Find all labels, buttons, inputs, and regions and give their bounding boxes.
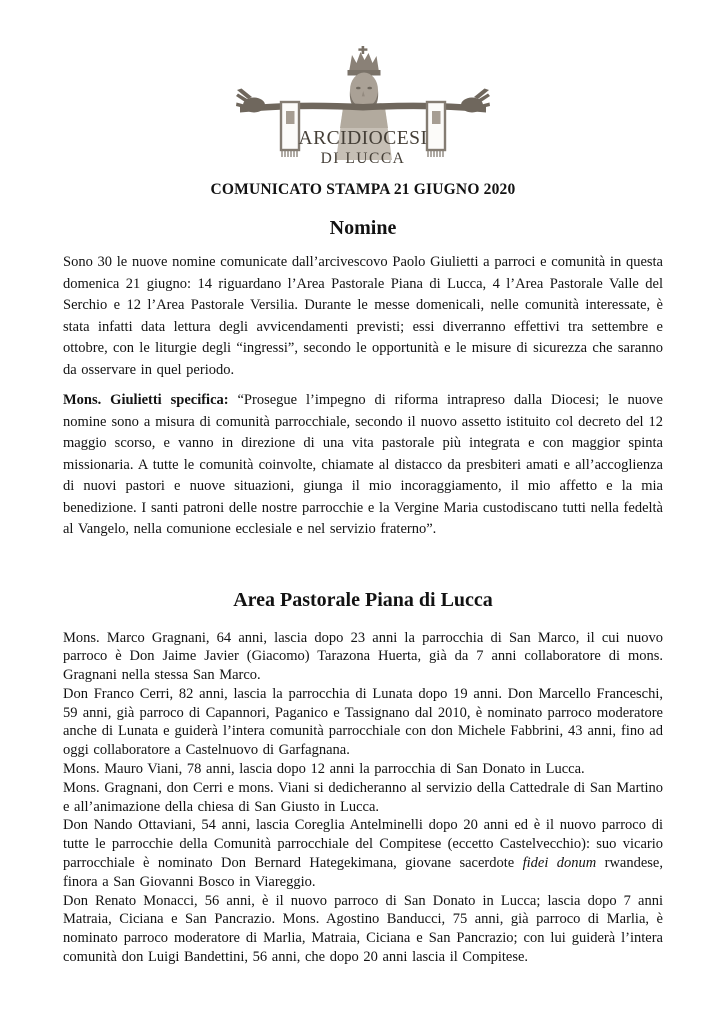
text-run: Don Nando Ottaviani, 54 anni, lascia Coreglia Antelminelli dopo 20 anni ed è il nuovo parroco di tutte le parrocchie della Comunità parrocchiale del Compitese (eccetto Castelvecchio): suo vicario parrocchiale è nominato Don Bernard Hategekimana, giovane sacerdote: [63, 817, 663, 872]
section-paragraphs: [63, 629, 663, 967]
quote-body: “Prosegue l’impegno di riforma intrapreso dalla Diocesi; le nuove nomine sono a misura di comunità parrocchiale, secondo il nuovo assetto istituito col decreto del 12 maggio scorso, e vanno in direzione di una vita pastorale più integrata e con maggior spinta missionaria. A tutte le comunità coinvolte, chiamate al distacco da presbiteri amati e all’accoglienza di nuovi pastori e nuove situazioni, giunga il mio incoraggiamento, il mio affetto e la mia benedizione. I santi patroni delle nostre parrocchie e la Vergine Maria custodiscano tutti nella fedeltà al Vangelo, nella comunione ecclesiale e nel servizio fraterno”.: [63, 392, 663, 537]
text-run: Don Franco Cerri, 82 anni, lascia la parrocchia di Lunata dopo 19 anni. Don Marcello Franceschi, 59 anni, già parroco di Capannori, Paganico e Tassignano dal 2010, è nominato parroco moderatore anche di Lunata e guiderà l’intera comunità parrocchiale con don Michele Fabbrini, 43 anni, fino ad oggi collaboratore a Castelnuovo di Garfagnana.: [63, 685, 663, 759]
logo-subtitle: DI LUCCA: [320, 150, 406, 167]
giulietti-quote-paragraph: [63, 390, 663, 541]
intro-paragraph: Sono 30 le nuove nomine comunicate dall’arcivescovo Paolo Giulietti a parroci e comunità in questa domenica 21 giugno: 14 riguardano l’Area Pastorale Piana di Lucca, 4 l’Area Pastorale Valle del Serchio e 12 l’Area Pastorale Versilia. Durante le messe domenicali, nelle comunità interessate, è stata infatti data lettura degli avvicendamenti previsti; essi diverranno effettivi tra settembre e ottobre, con le liturgie degli “ingressi”, secondo le opportunità e le misure di sicurezza che saranno da osservare in quel periodo.: [63, 254, 663, 378]
quote-lead: Mons. Giulietti specifica:: [63, 392, 229, 408]
section-title: Area Pastorale Piana di Lucca: [233, 588, 493, 611]
logo-title: ARCIDIOCESI: [298, 128, 428, 149]
body-paragraph: [63, 760, 663, 779]
text-run: Mons. Gragnani, don Cerri e mons. Viani si dedicheranno al servizio della Cattedrale di San Martino e all’animazione della chiesa di San Giusto in Lucca.: [63, 779, 663, 815]
body-paragraph: [63, 816, 663, 891]
body-paragraph: [63, 892, 663, 967]
italic-run: fidei donum: [522, 855, 597, 872]
press-release-date-line: COMUNICATO STAMPA 21 GIUGNO 2020: [210, 181, 516, 198]
page-title: Nomine: [329, 217, 397, 239]
body-paragraph: [63, 685, 663, 760]
right-stole: [427, 102, 445, 157]
body-paragraph: [63, 629, 663, 685]
arcidiocesi-logo: [63, 46, 663, 170]
left-stole: [281, 102, 299, 157]
volto-santo-figure-icon: [236, 46, 490, 170]
text-run: Mons. Mauro Viani, 78 anni, lascia dopo 12 anni la parrocchia di San Donato in Lucca.: [63, 761, 585, 778]
text-run: Mons. Marco Gragnani, 64 anni, lascia dopo 23 anni la parrocchia di San Marco, il cui nuovo parroco è Don Jaime Javier (Giacomo) Tarazona Huerta, già da 7 anni collaboratore di mons. Gragnani nella stessa San Marco.: [63, 629, 663, 684]
body-paragraph: [63, 779, 663, 817]
text-run: Don Renato Monacci, 56 anni, è il nuovo parroco di San Donato in Lucca; lascia dopo 7 anni Matraia, Ciciana e San Pancrazio. Mons. Agostino Banducci, 75 anni, già parroco di Marlia, è nominato parroco moderatore di Marlia, Matraia, Ciciana e San Pancrazio; con lui guiderà l’intera comunità don Luigi Bandettini, 56 anni, che dopo 20 anni lascia il Compitese.: [63, 892, 663, 966]
text-run: rwandese, finora a San Giovanni Bosco in Viareggio.: [63, 855, 663, 890]
